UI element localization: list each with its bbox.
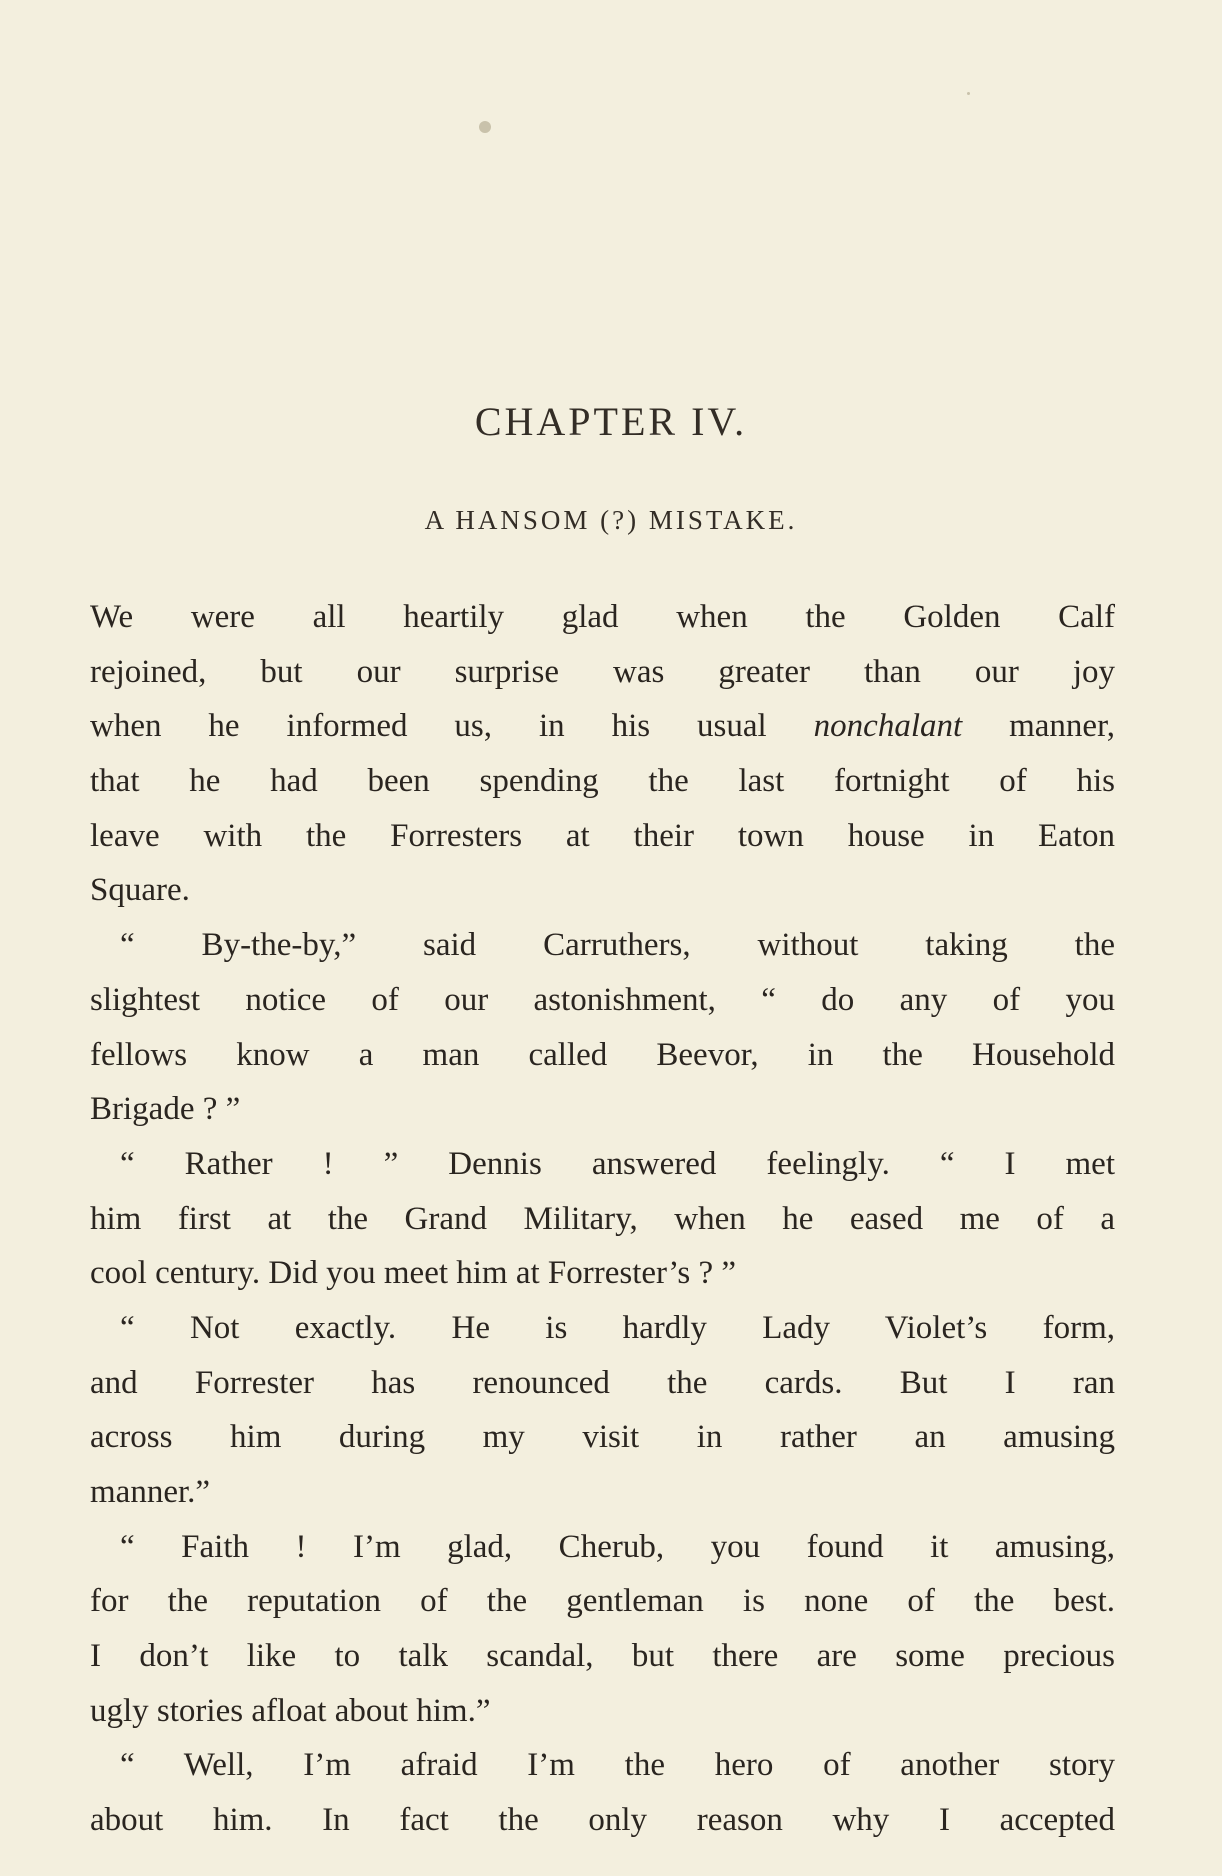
text-line: ugly stories afloat about him.” xyxy=(90,1692,491,1729)
text-line: Brigade ? ” xyxy=(90,1091,241,1128)
text-line: across him during my visit in rather an amusing xyxy=(90,1419,1115,1456)
text-line: when he informed us, in his usual nonchalant manner, xyxy=(90,708,1115,745)
text-line: “ By-the-by,” said Carruthers, without taking the xyxy=(120,927,1115,964)
text-line: for the reputation of the gentleman is none of the best. xyxy=(90,1583,1115,1620)
text-line: Square. xyxy=(90,872,190,909)
text-line: “ Well, I’m afraid I’m the hero of another story xyxy=(120,1747,1115,1784)
italic-word: nonchalant xyxy=(813,708,963,745)
text-line: slightest notice of our astonishment, “ do any of you xyxy=(90,981,1115,1018)
text-line: “ Not exactly. He is hardly Lady Violet’s form, xyxy=(120,1309,1115,1346)
paper-speck xyxy=(479,121,491,133)
text-line: We were all heartily glad when the Golden Calf xyxy=(90,599,1115,635)
text-line: him first at the Grand Military, when he eased me of a xyxy=(90,1200,1115,1237)
text-line: and Forrester has renounced the cards. But I ran xyxy=(90,1364,1115,1401)
text-line: manner.” xyxy=(90,1474,211,1510)
text-line: “ Faith ! I’m glad, Cherub, you found it amusing, xyxy=(120,1528,1115,1565)
text-line: about him. In fact the only reason why I accepted xyxy=(90,1802,1115,1839)
chapter-title: CHAPTER IV. xyxy=(474,399,748,444)
text-line: rejoined, but our surprise was greater than our joy xyxy=(90,653,1115,690)
text-line: “ Rather ! ” Dennis answered feelingly. “ I met xyxy=(120,1145,1115,1182)
text-line: cool century. Did you meet him at Forrester’s ? ” xyxy=(90,1255,737,1292)
body-text xyxy=(90,590,1115,1848)
text-line: fellows know a man called Beevor, in the Household xyxy=(90,1036,1115,1073)
text-line: I don’t like to talk scandal, but there are some precious xyxy=(90,1638,1115,1675)
chapter-subtitle: A HANSOM (?) MISTAKE. xyxy=(424,505,798,535)
text-line: leave with the Forresters at their town house in Eaton xyxy=(90,817,1115,854)
paper-speck xyxy=(967,92,970,95)
text-line: that he had been spending the last fortnight of his xyxy=(90,763,1115,800)
